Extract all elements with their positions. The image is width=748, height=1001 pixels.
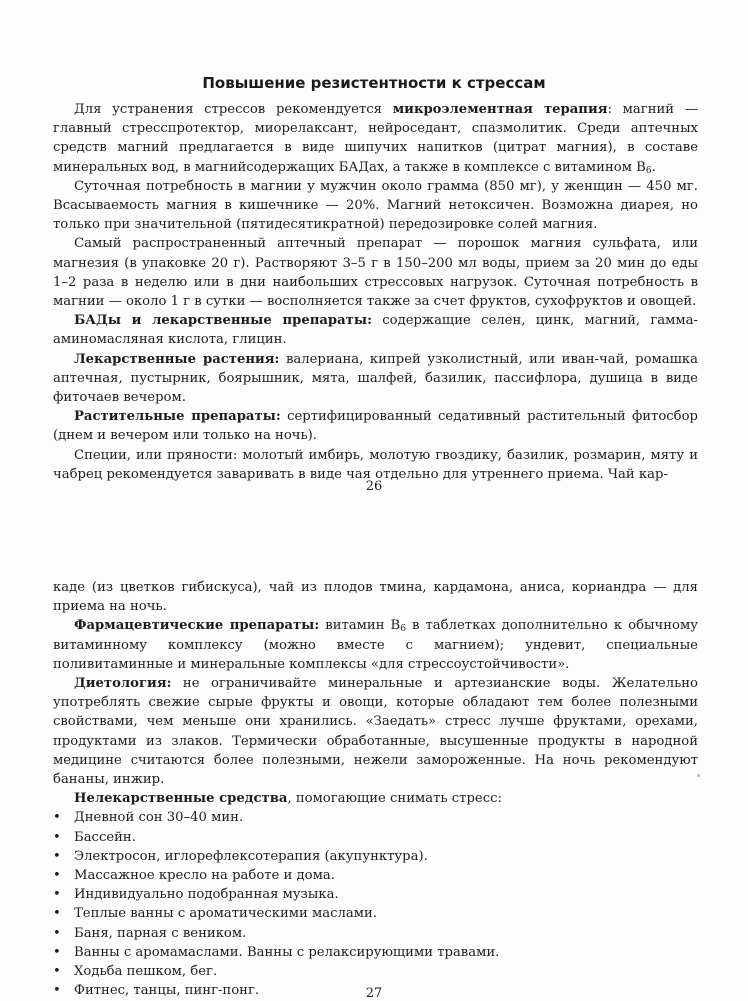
list-item: • Баня, парная с веником. (53, 924, 698, 943)
paragraph-herbal-preparations: Растительные препараты: сертифицированный седативный растительный фитосбор (днем и вечером или только на ночь). (53, 409, 699, 444)
list-item: • Бассейн. (53, 828, 698, 847)
bullet-icon: • (53, 868, 61, 884)
bullet-icon: • (53, 983, 61, 999)
paragraph-pharmaceuticals: Фармацевтические препараты: витамин $В_6$ в таблетках дополнительно к обычному витаминному комплексу (можно вместе с магнием); ундевит, специальные поливитаминные и минеральные комплексы «для стрессоустойчивости». (53, 618, 698, 672)
list-item: • Индивидуально подобранная музыка. (53, 885, 698, 904)
paragraph-magnesium-sulfate: Самый распространенный аптечный препарат — порошок магния сульфата, или магнезия (в упаковке 20 г). Растворяют 3–5 г в 150–200 мл воды, прием за 20 мин до еды 1–2 раза в неделю или в дни наибольших стрессовых нагрузок. Суточная потребность в магнии — около 1 г в сутки — восполняется также за счет фруктов, сухофруктов и овощей. (53, 236, 698, 310)
paragraph-magnesium-therapy: Для устранения стрессов рекомендуется микроэлементная терапия: магний — главный стресспротектор, миорелаксант, нейроседант, спазмолитик. Среди аптечных средств магний предлагается в виде шипучих напитков (цитрат магния), в составе минеральных вод, в магнийсодержащих БАДах, а также в комплексе с витамином $В_6$. (53, 102, 699, 176)
bullet-icon: • (53, 848, 61, 864)
term-dietology: Диетология: (74, 676, 172, 692)
term-herbal-preparations: Растительные препараты: (74, 409, 281, 425)
section-title: Повышение резистентности к стрессам (202, 74, 546, 92)
page-27 (0, 578, 748, 1000)
term-medicinal-plants: Лекарственные растения: (74, 351, 280, 367)
paragraph-non-drug-means: Нелекарственные средства, помогающие снимать стресс: (74, 791, 502, 807)
list-item: • Фитнес, танцы, пинг-понг. (53, 981, 698, 1000)
bullet-icon: • (53, 964, 61, 980)
bullet-icon: • (53, 906, 61, 922)
non-drug-list (53, 808, 698, 1000)
page-number: 27 (365, 986, 383, 1001)
list-item: • Дневной сон 30–40 мин. (53, 808, 698, 827)
page-number: 26 (365, 479, 383, 494)
page-26-text (53, 100, 698, 484)
bullet-icon: • (53, 925, 61, 941)
paragraph-medicinal-plants: Лекарственные растения: валериана, кипрей узколистный, или иван-чай, ромашка аптечная, пустырник, боярышник, мята, шалфей, базилик, пассифлора, душица в виде фиточаев вечером. (53, 351, 698, 406)
page-27-text (53, 578, 698, 1000)
list-item: • Электросон, иглорефлексотерапия (акупунктура). (53, 847, 698, 866)
bullet-icon: • (53, 829, 61, 845)
term-microelement-therapy: микроэлементная терапия (392, 102, 608, 117)
bullet-icon: • (53, 944, 61, 960)
paragraph-continuation: каде (из цветков гибискуса), чай из плодов тмина, кардамона, аниса, кориандра — для приема на ночь. (53, 580, 698, 615)
paragraph-spices: Специи, или пряности: молотый имбирь, молотую гвоздику, базилик, розмарин, мяту и чабрец рекомендуется заваривать в виде чая отдельно для утреннего приема. Чай кар- (53, 447, 698, 482)
term-pharmaceuticals: Фармацевтические препараты: (74, 618, 320, 634)
list-item: • Ходьба пешком, бег. (53, 962, 698, 981)
paragraph-dietology: Диетология: не ограничивайте минеральные и артезианские воды. Желательно употреблять свежие сырые фрукты и овощи, которые обладают тем более полезными свойствами, чем меньше они хранились. «Заедать» стресс лучше фруктами, орехами, продуктами из злаков. Термически обработанные, высушенные продукты в народной медицине считаются более полезными, нежели замороженные. На ночь рекомендуют бананы, инжир. (53, 676, 698, 788)
term-supplements: БАДы и лекарственные препараты: (74, 313, 372, 329)
scan-speck (697, 774, 700, 777)
bullet-icon: • (53, 887, 61, 903)
list-item: • Ванны с аромамаслами. Ванны с релаксирующими травами. (53, 943, 698, 962)
term-non-drug-means: Нелекарственные средства (74, 791, 288, 807)
paragraph-daily-requirement: Суточная потребность в магнии у мужчин около грамма (850 мг), у женщин — 450 мг. Всасываемость магния в кишечнике — 20%. Магний нетоксичен. Возможна диарея, но только при значительной (пятидесятикратной) передозировке солей магния. (53, 178, 698, 233)
paragraph-supplements: БАДы и лекарственные препараты: содержащие селен, цинк, магний, гамма-аминомасляная кислота, глицин. (53, 313, 698, 348)
list-item: • Теплые ванны с ароматическими маслами. (53, 904, 698, 923)
bullet-icon: • (53, 810, 61, 826)
list-item: • Массажное кресло на работе и дома. (53, 866, 698, 885)
